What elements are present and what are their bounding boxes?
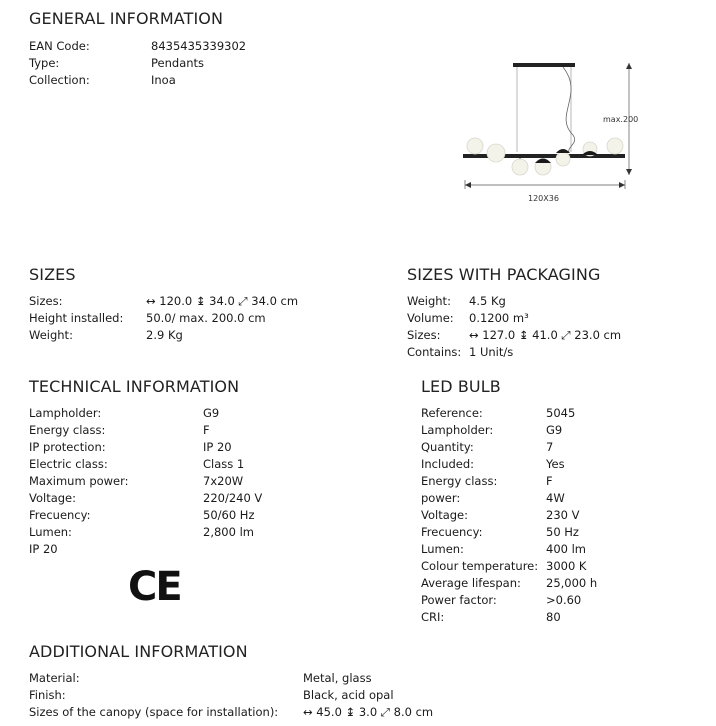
- row-value: Inoa: [151, 73, 176, 87]
- row-label: Sizes of the canopy (space for installation):: [29, 705, 279, 719]
- width-label: 120X36: [528, 194, 559, 203]
- row-label: Average lifespan:: [421, 576, 521, 590]
- row-value: 50/60 Hz: [203, 508, 255, 522]
- row-value: 400 lm: [546, 542, 587, 556]
- row-label: Sizes:: [29, 294, 63, 308]
- row-label: Frecuency:: [29, 508, 91, 522]
- row-value: Pendants: [151, 56, 205, 70]
- row-value: 80: [546, 610, 561, 624]
- row-value: F: [203, 423, 210, 437]
- row-value: 230 V: [546, 508, 580, 522]
- row-value: 7: [546, 440, 554, 454]
- height-dimension: [603, 63, 638, 175]
- row-label: Weight:: [407, 294, 451, 308]
- row-value: 1 Unit/s: [469, 345, 514, 359]
- row-label: Material:: [29, 671, 80, 685]
- row-value: 4.5 Kg: [469, 294, 506, 308]
- row-label: Contains:: [407, 345, 462, 359]
- row-label: Height installed:: [29, 311, 124, 325]
- canopy-shape: [513, 63, 575, 67]
- power-cord: [563, 67, 575, 152]
- packaging-heading: SIZES WITH PACKAGING: [407, 265, 601, 284]
- row-label: Voltage:: [29, 491, 77, 505]
- row-label: EAN Code:: [29, 39, 90, 53]
- row-label: Lampholder:: [29, 406, 102, 420]
- row-value: 5045: [546, 406, 576, 420]
- row-value: ↔ 127.0 ↨ 41.0 ⤢ 23.0 cm: [469, 328, 622, 342]
- row-label: Volume:: [407, 311, 454, 325]
- row-label: Collection:: [29, 73, 90, 87]
- row-label: power:: [421, 491, 461, 505]
- row-value: F: [546, 474, 553, 488]
- row-value: 8435435339302: [151, 39, 247, 53]
- row-label: Finish:: [29, 688, 66, 702]
- led-bulb-heading: LED BULB: [421, 377, 501, 396]
- row-value: Yes: [546, 457, 565, 471]
- row-label: Colour temperature:: [421, 559, 539, 573]
- row-label: Included:: [421, 457, 475, 471]
- row-label: Electric class:: [29, 457, 108, 471]
- row-label: Reference:: [421, 406, 483, 420]
- row-value: 220/240 V: [203, 491, 263, 505]
- ce-mark-icon: CE: [128, 564, 181, 610]
- row-value: 50 Hz: [546, 525, 579, 539]
- additional-info-heading: ADDITIONAL INFORMATION: [29, 642, 248, 661]
- row-label: Energy class:: [29, 423, 106, 437]
- width-dimension: [465, 180, 625, 203]
- row-label: Quantity:: [421, 440, 474, 454]
- row-value: Metal, glass: [303, 671, 372, 685]
- row-value: >0.60: [546, 593, 582, 607]
- row-value: G9: [203, 406, 220, 420]
- row-value: Black, acid opal: [303, 688, 394, 702]
- row-value: 7x20W: [203, 474, 244, 488]
- row-label: IP 20: [29, 542, 58, 556]
- row-value: 50.0/ max. 200.0 cm: [146, 311, 266, 325]
- row-label: Lumen:: [29, 525, 72, 539]
- row-value: ↔ 45.0 ↨ 3.0 ⤢ 8.0 cm: [303, 705, 434, 719]
- row-value: 25,000 h: [546, 576, 598, 590]
- sizes-heading: SIZES: [29, 265, 76, 284]
- row-label: IP protection:: [29, 440, 106, 454]
- row-value: IP 20: [203, 440, 232, 454]
- row-value: 0.1200 m³: [469, 311, 529, 325]
- row-label: Energy class:: [421, 474, 498, 488]
- general-info-heading: GENERAL INFORMATION: [29, 9, 224, 28]
- height-label: max.200: [603, 115, 639, 124]
- pendant-lamp-diagram: [455, 55, 675, 205]
- row-label: Lampholder:: [421, 423, 494, 437]
- row-label: Sizes:: [407, 328, 441, 342]
- row-value: Class 1: [203, 457, 245, 471]
- row-label: Power factor:: [421, 593, 497, 607]
- row-value: G9: [546, 423, 563, 437]
- technical-info-heading: TECHNICAL INFORMATION: [29, 377, 240, 396]
- row-value: ↔ 120.0 ↨ 34.0 ⤢ 34.0 cm: [146, 294, 299, 308]
- row-label: Voltage:: [421, 508, 469, 522]
- row-label: Maximum power:: [29, 474, 129, 488]
- row-label: Type:: [29, 56, 60, 70]
- row-label: Weight:: [29, 328, 73, 342]
- row-label: Frecuency:: [421, 525, 483, 539]
- row-label: Lumen:: [421, 542, 464, 556]
- row-value: 3000 K: [546, 559, 587, 573]
- row-value: 2,800 lm: [203, 525, 254, 539]
- row-value: 4W: [546, 491, 565, 505]
- row-value: 2.9 Kg: [146, 328, 183, 342]
- row-label: CRI:: [421, 610, 445, 624]
